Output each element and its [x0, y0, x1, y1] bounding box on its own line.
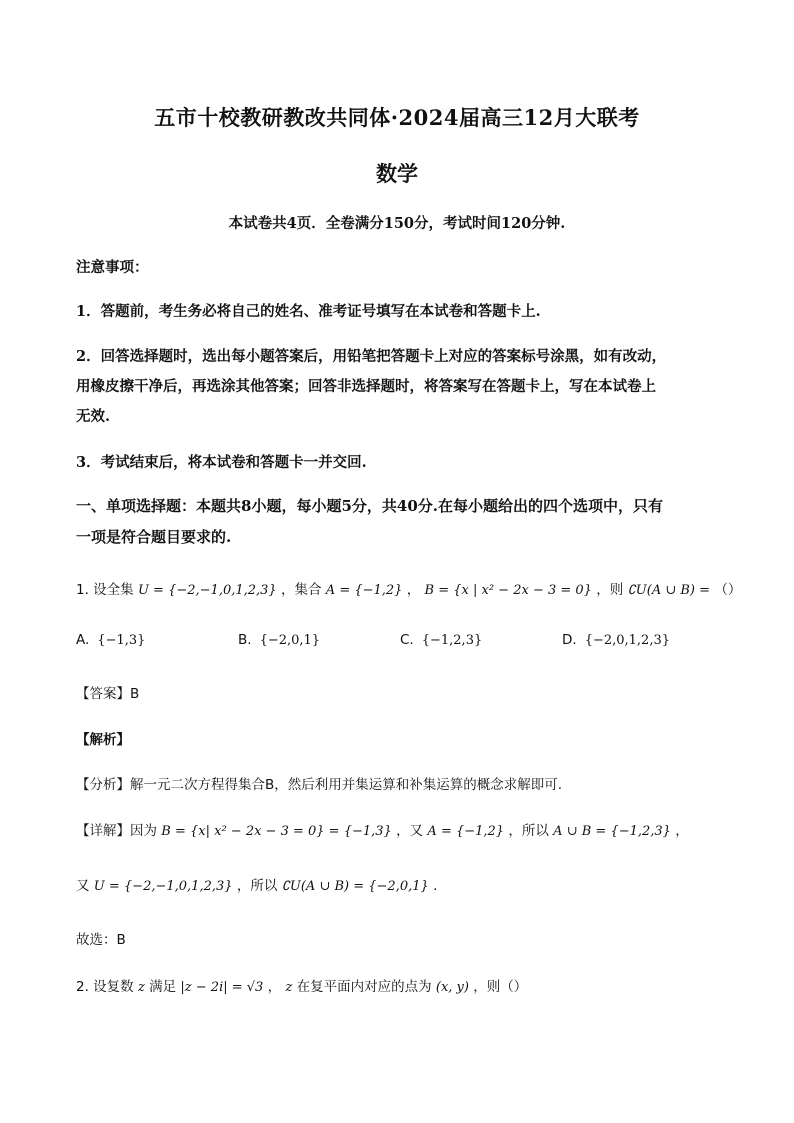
detail-eq-2: A = {−1,2}	[427, 824, 505, 839]
section-1-heading-line-1: 一、单项选择题：本题共8小题，每小题5分，共40分.在每小题给出的四个选项中，只有	[76, 497, 663, 515]
q1-choose: 故选：B	[76, 932, 126, 948]
option-a-label: A.	[76, 632, 90, 648]
q1-set-b: B = {x | x² − 2x − 3 = 0}	[424, 583, 592, 598]
exam-subject: 数学	[376, 161, 418, 186]
q1-detail-line-2	[76, 874, 437, 894]
q1-set-u: U = {−2,−1,0,1,2,3}	[137, 583, 277, 598]
q2-equation: |z − 2i| = √3	[180, 980, 264, 995]
detail-end: ，	[675, 823, 689, 839]
q2-mid3: 在复平面内对应的点为	[296, 979, 432, 995]
detail2-mid: ，所以	[236, 878, 278, 894]
exam-title: 五市十校教研教改共同体·2024届高三12月大联考	[154, 105, 640, 130]
q1-sep: ，	[406, 582, 421, 598]
notes-heading: 注意事项：	[76, 259, 149, 276]
q2-prefix: 2. 设复数	[76, 979, 134, 995]
option-d-value: {−2,0,1,2,3}	[584, 633, 671, 648]
q2-var-z-2: z	[285, 980, 293, 995]
note-item-1: 1．答题前，考生务必将自己的姓名、准考证号填写在本试卷和答题卡上.	[76, 303, 541, 320]
detail2-prefix: 又	[76, 878, 90, 894]
q1-option-b	[238, 632, 320, 648]
detail2-eq-2: ∁U(A ∪ B) = {−2,0,1}	[281, 879, 429, 894]
q2-point: (x, y)	[435, 980, 469, 995]
q1-option-a	[76, 632, 145, 648]
note-item-2-line-3: 无效.	[76, 408, 111, 425]
note-item-3: 3．考试结束后，将本试卷和答题卡一并交回.	[76, 454, 367, 471]
q1-mid2: ，则	[596, 582, 624, 598]
q1-answer: 【答案】B	[76, 686, 140, 702]
detail-mid-2: ，所以	[508, 823, 549, 839]
q1-option-d	[562, 632, 670, 648]
q1-mid1: ，集合	[281, 582, 322, 598]
q2-mid2: ，	[267, 979, 282, 995]
q1-analysis-heading: 【解析】	[76, 732, 130, 748]
note-item-2-line-2: 用橡皮擦干净后，再选涂其他答案；回答非选择题时，将答案写在答题卡上，写在本试卷上	[76, 378, 656, 395]
question-1	[76, 578, 741, 598]
q1-fenxi: 【分析】解一元二次方程得集合B，然后利用并集运算和补集运算的概念求解即可.	[76, 777, 563, 793]
option-d-label: D.	[562, 632, 577, 648]
detail2-end: .	[433, 878, 438, 894]
detail2-eq-1: U = {−2,−1,0,1,2,3}	[93, 879, 233, 894]
q2-tail: ，则（）	[473, 979, 528, 995]
note-item-2-line-1: 2．回答选择题时，选出每小题答案后，用铅笔把答题卡上对应的答案标号涂黑，如有改动，	[76, 348, 667, 365]
q2-mid1: 满足	[149, 979, 177, 995]
question-2	[76, 975, 527, 995]
q2-var-z: z	[137, 980, 145, 995]
q1-detail-line-1	[76, 819, 689, 839]
detail-eq-1: B = {x| x² − 2x − 3 = 0} = {−1,3}	[161, 824, 392, 839]
q1-tail: （）	[714, 582, 742, 598]
option-c-value: {−1,2,3}	[421, 633, 483, 648]
detail-eq-3: A ∪ B = {−1,2,3}	[553, 824, 671, 839]
option-b-label: B.	[238, 632, 252, 648]
option-b-value: {−2,0,1}	[259, 633, 321, 648]
detail-mid-1: ，又	[396, 823, 424, 839]
option-a-value: {−1,3}	[97, 633, 146, 648]
q1-expression: ∁U(A ∪ B) =	[627, 583, 711, 598]
section-1-heading-line-2: 一项是符合题目要求的.	[76, 528, 232, 546]
option-c-label: C.	[400, 632, 414, 648]
q1-option-c	[400, 632, 482, 648]
q1-set-a: A = {−1,2}	[325, 583, 403, 598]
detail-prefix: 【详解】因为	[76, 823, 157, 839]
exam-meta: 本试卷共4页．全卷满分150分，考试时间120分钟.	[228, 215, 566, 232]
q1-prefix: 1. 设全集	[76, 582, 134, 598]
